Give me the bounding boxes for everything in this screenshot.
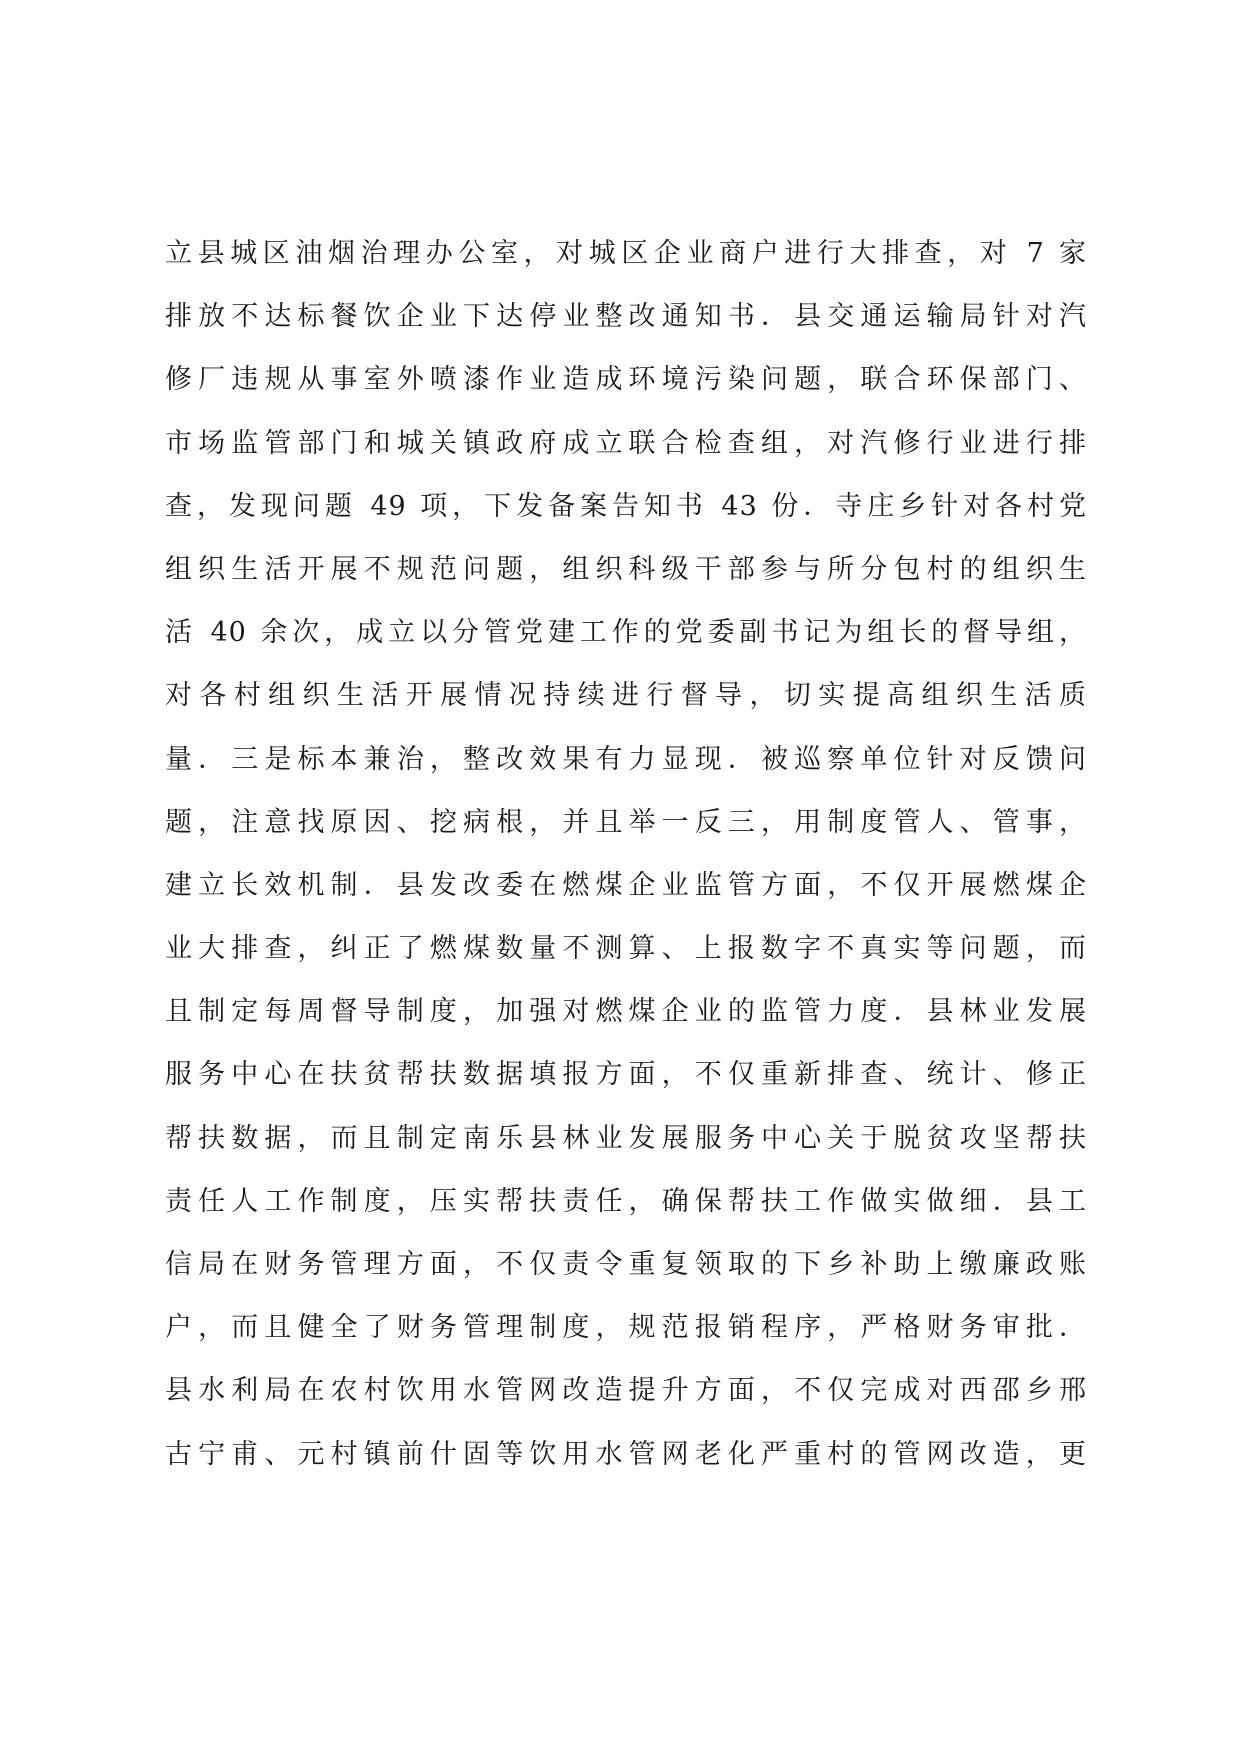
text-line: 县水利局在农村饮用水管网改造提升方面，不仅完成对西邵乡邢 <box>165 1375 1087 1407</box>
text-line: 查，发现问题 49 项，下发备案告知书 43 份．寺庄乡针对各村党 <box>165 490 1087 522</box>
text-line: 业大排查，纠正了燃煤数量不测算、上报数字不真实等问题，而 <box>165 933 1087 965</box>
text-line: 组织生活开展不规范问题，组织科级干部参与所分包村的组织生 <box>165 553 1087 585</box>
text-line: 市场监管部门和城关镇政府成立联合检查组，对汽修行业进行排 <box>165 427 1087 459</box>
text-line: 服务中心在扶贫帮扶数据填报方面，不仅重新排查、统计、修正 <box>165 1059 1087 1091</box>
text-line: 责任人工作制度，压实帮扶责任，确保帮扶工作做实做细．县工 <box>165 1185 1087 1217</box>
text-line: 帮扶数据，而且制定南乐县林业发展服务中心关于脱贫攻坚帮扶 <box>165 1122 1087 1154</box>
text-line: 古宁甫、元村镇前什固等饮用水管网老化严重村的管网改造，更 <box>165 1438 1087 1470</box>
text-line: 户，而且健全了财务管理制度，规范报销程序，严格财务审批． <box>165 1312 1087 1344</box>
text-line: 信局在财务管理方面，不仅责令重复领取的下乡补助上缴廉政账 <box>165 1249 1087 1280</box>
text-line: 活 40 余次，成立以分管党建工作的党委副书记为组长的督导组， <box>165 617 1087 649</box>
text-line: 建立长效机制．县发改委在燃煤企业监管方面，不仅开展燃煤企 <box>165 869 1087 901</box>
body-text <box>165 222 1087 1486</box>
text-line: 立县城区油烟治理办公室，对城区企业商户进行大排查，对 7 家 <box>165 238 1087 269</box>
text-line: 且制定每周督导制度，加强对燃煤企业的监管力度．县林业发展 <box>165 996 1087 1028</box>
text-line: 题，注意找原因、挖病根，并且举一反三，用制度管人、管事， <box>165 806 1087 838</box>
text-line: 排放不达标餐饮企业下达停业整改通知书．县交通运输局针对汽 <box>165 301 1087 333</box>
text-line: 修厂违规从事室外喷漆作业造成环境污染问题，联合环保部门、 <box>165 364 1087 396</box>
text-line: 对各村组织生活开展情况持续进行督导，切实提高组织生活质 <box>165 680 1087 712</box>
text-line: 量．三是标本兼治，整改效果有力显现．被巡察单位针对反馈问 <box>165 743 1087 775</box>
